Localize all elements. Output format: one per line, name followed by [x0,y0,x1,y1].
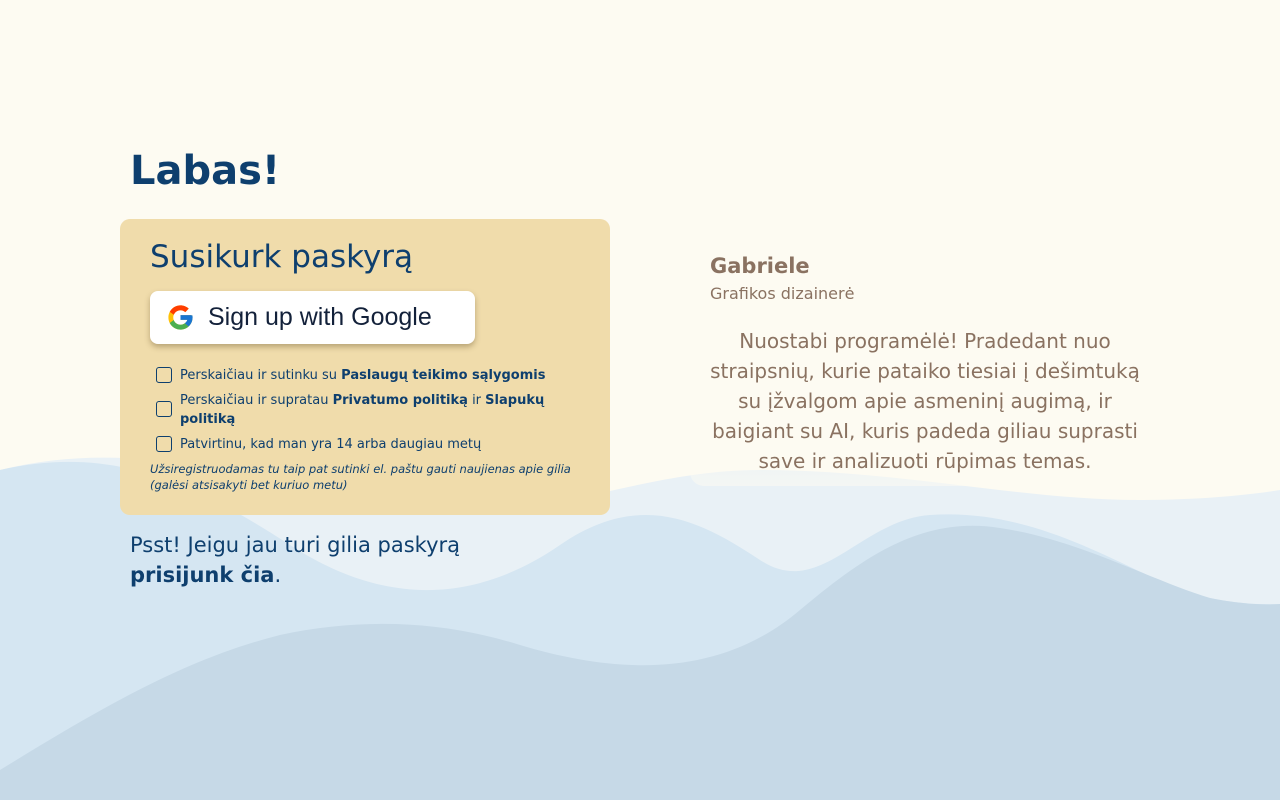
cookie-policy-link[interactable]: Slapukų politiką [180,393,545,427]
page-greeting: Labas! [130,148,281,194]
google-signup-button[interactable] [150,291,475,344]
login-hint-text: Psst! Jeigu jau turi gilia paskyrą [130,533,461,557]
login-hint-suffix: . [274,563,282,587]
privacy-checkbox[interactable] [156,401,172,417]
terms-consent-prefix: Perskaičiau ir sutinku su [180,368,342,383]
terms-consent-text [180,366,545,385]
privacy-consent-prefix: Perskaičiau ir supratau [180,393,333,408]
signup-card [120,219,610,515]
age-consent-text: Patvirtinu, kad man yra 14 arba daugiau metų [180,437,482,452]
testimonial-card [690,250,1160,486]
terms-link[interactable]: Paslaugų teikimo sąlygomis [341,368,546,383]
privacy-consent [156,391,576,429]
testimonial-quote: Nuostabi programėlė! Pradedant nuo straipsnių, kurie pataiko tiesiai į dešimtuką su įžvalgom apie asmeninį augimą, ir baigiant su AI, kuris padeda giliau suprasti save ir analizuoti rūpimas temas. [710,329,1140,473]
testimonial-author-role: Grafikos dizainerė [710,284,855,303]
age-consent [156,435,576,454]
login-link[interactable]: prisijunk čia [130,563,275,587]
privacy-consent-text [180,391,576,429]
newsletter-note: Užsiregistruodamas tu taip pat sutinki el. paštu gauti naujienas apie gilia (galėsi atsisakyti bet kuriuo metu) [150,462,571,492]
terms-checkbox[interactable] [156,367,172,383]
privacy-policy-link[interactable]: Privatumo politiką [332,393,468,408]
privacy-consent-joiner: ir [467,393,486,408]
terms-consent [156,366,576,385]
signup-title: Susikurk paskyrą [150,239,414,275]
login-hint [130,530,460,590]
google-icon [166,303,195,332]
age-checkbox[interactable] [156,436,172,452]
google-button-label: Sign up with Google [208,303,432,331]
testimonial-author-name: Gabriele [710,254,810,278]
